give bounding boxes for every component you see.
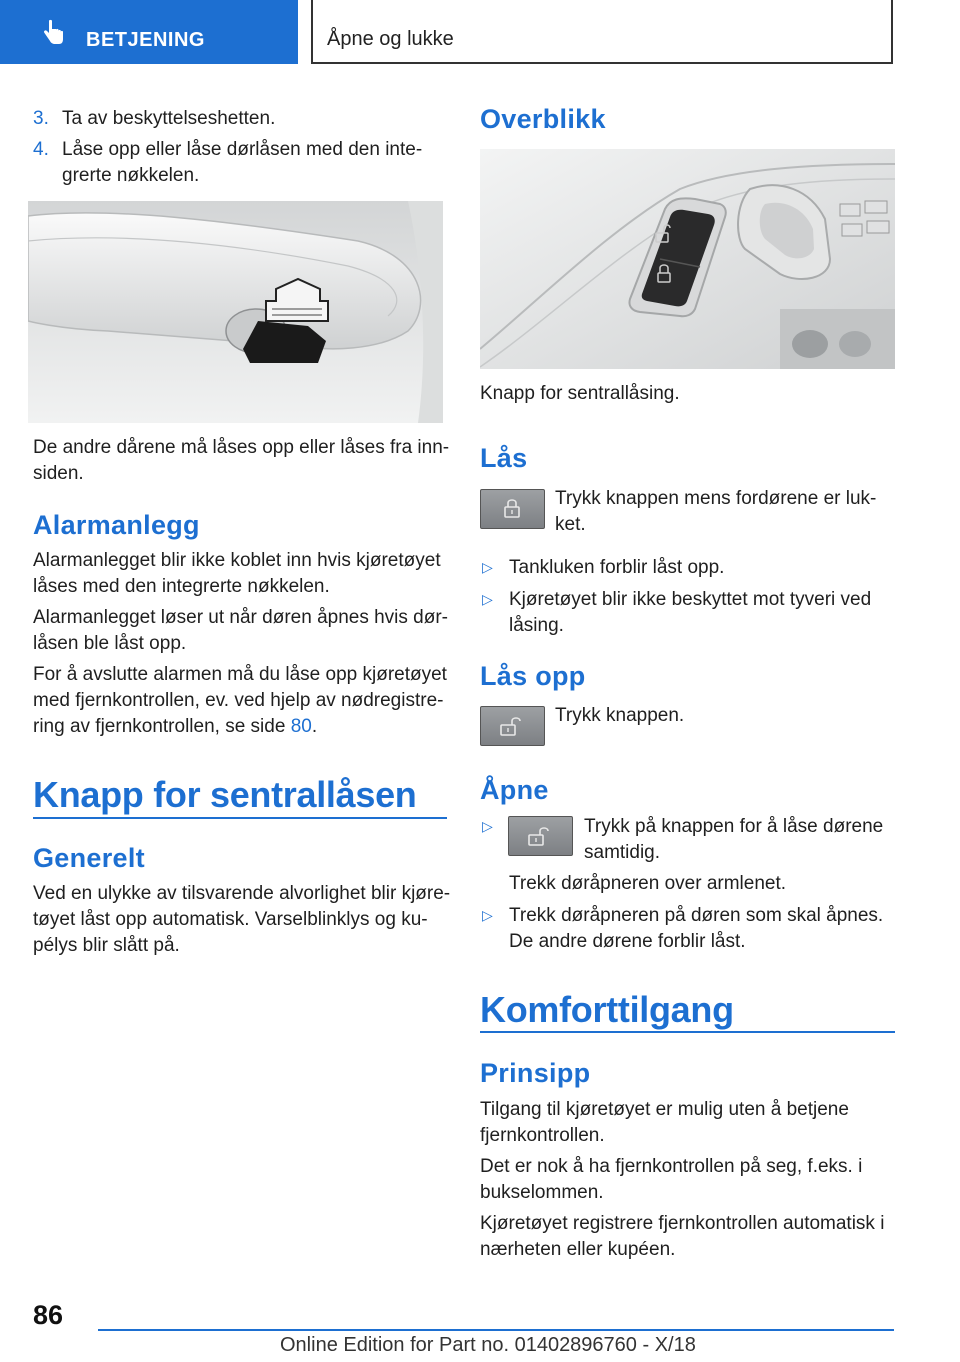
unlock-heading: Lås opp <box>480 661 586 691</box>
paragraph: Ved en ulykke av tilsvarende alvorlighet blir kjøre‐ <box>33 883 451 904</box>
paragraph: De andre dårene må låses opp eller låses fra inn‐ <box>33 437 450 458</box>
paragraph: ket. <box>555 514 586 535</box>
page-title-box <box>311 0 893 64</box>
step-number: 4. <box>33 139 49 160</box>
alarm-heading: Alarmanlegg <box>33 510 200 540</box>
section-label: BETJENING <box>86 29 205 51</box>
paragraph: låsen ble låst opp. <box>33 633 187 654</box>
paragraph: tøyet låst opp automatisk. Varselblinklys og ku‐ <box>33 909 428 930</box>
paragraph: låses med den integrerte nøkkelen. <box>33 576 330 597</box>
bullet-text: Trekk døråpneren på døren som skal åpnes. <box>509 905 884 926</box>
bullet-text: samtidig. <box>584 842 661 863</box>
overview-heading: Overblikk <box>480 104 606 134</box>
open-heading: Åpne <box>480 775 549 805</box>
page-number: 86 <box>33 1300 64 1330</box>
step-number: 3. <box>33 108 49 129</box>
section-tab <box>0 0 298 64</box>
central-lock-photo <box>480 149 895 369</box>
triangle-bullet-icon: ▷ <box>482 591 493 607</box>
paragraph: pélys blir slått på. <box>33 935 180 956</box>
paragraph <box>33 714 317 740</box>
principle-heading: Prinsipp <box>480 1058 591 1088</box>
bullet-text: Trekk døråpneren over armlenet. <box>509 873 787 894</box>
bullet-text: Trykk på knappen for å låse dørene <box>584 816 884 837</box>
paragraph: Alarmanlegget løser ut når døren åpnes hvis dør‐ <box>33 607 449 628</box>
triangle-bullet-icon: ▷ <box>482 907 493 923</box>
hand-pointer-icon <box>38 18 68 48</box>
unlock-button-icon <box>480 706 545 746</box>
page-link[interactable]: 80 <box>290 716 312 737</box>
paragraph: For å avslutte alarmen må du låse opp kjøretøyet <box>33 664 447 685</box>
paragraph-text: ring av fjernkontrollen, se side <box>33 716 291 737</box>
paragraph: nærheten eller kupéen. <box>480 1239 676 1260</box>
paragraph: Alarmanlegget blir ikke koblet inn hvis kjøretøyet <box>33 550 441 571</box>
bullet-text: låsing. <box>509 615 564 636</box>
paragraph: bukselommen. <box>480 1182 604 1203</box>
paragraph: Trykk knappen mens fordørene er luk‐ <box>555 488 877 509</box>
page-title: Åpne og lukke <box>327 28 454 50</box>
lock-heading: Lås <box>480 443 528 473</box>
section-heading: Komforttilgang <box>480 989 734 1030</box>
paragraph: med fjernkontrollen, ev. ved hjelp av nødregistre‐ <box>33 690 444 711</box>
footer-rule <box>98 1329 894 1331</box>
paragraph: Det er nok å ha fjernkontrollen på seg, f.eks. i <box>480 1156 863 1177</box>
step-text: Ta av beskyttelseshetten. <box>62 108 276 129</box>
image-caption: Knapp for sentrallåsing. <box>480 383 680 404</box>
heading-rule <box>480 1031 895 1033</box>
step-text: Låse opp eller låse dørlåsen med den inte‐ <box>62 139 423 160</box>
door-handle-photo <box>28 201 443 423</box>
paragraph: siden. <box>33 463 84 484</box>
paragraph: Kjøretøyet registrere fjernkontrollen automatisk i <box>480 1213 885 1234</box>
bullet-text: De andre dørene forblir låst. <box>509 931 746 952</box>
general-heading: Generelt <box>33 843 145 873</box>
paragraph: Trykk knappen. <box>555 705 685 726</box>
triangle-bullet-icon: ▷ <box>482 559 493 575</box>
bullet-text: Kjøretøyet blir ikke beskyttet mot tyveri ved <box>509 589 872 610</box>
paragraph: Tilgang til kjøretøyet er mulig uten å betjene <box>480 1099 849 1120</box>
bullet-text: Tankluken forblir låst opp. <box>509 557 725 578</box>
unlock-button-icon <box>508 816 573 856</box>
heading-rule <box>33 817 447 819</box>
paragraph: fjernkontrollen. <box>480 1125 605 1146</box>
triangle-bullet-icon: ▷ <box>482 818 493 834</box>
paragraph-text: . <box>311 716 318 737</box>
step-text: grerte nøkkelen. <box>62 165 200 186</box>
section-heading: Knapp for sentrallåsen <box>33 774 417 815</box>
lock-button-icon <box>480 489 545 529</box>
edition-note: Online Edition for Part no. 01402896760 - X/18 <box>280 1334 696 1356</box>
